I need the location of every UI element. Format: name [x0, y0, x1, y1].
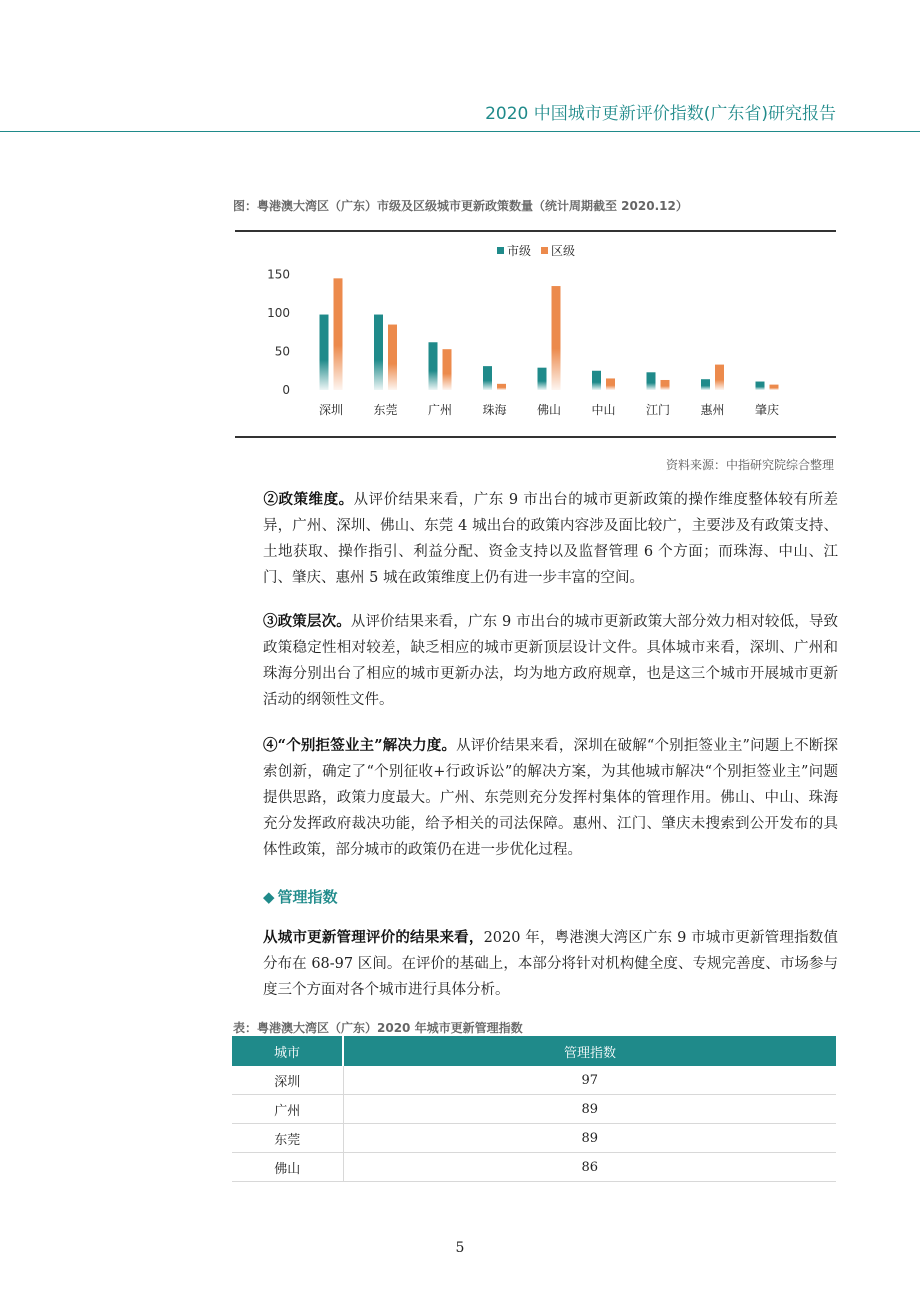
city-cell: 广州: [232, 1095, 343, 1124]
bar-district-level: [606, 378, 615, 390]
bar-district-level: [552, 286, 561, 390]
section-title: 管理指数: [277, 888, 338, 906]
legend-swatch: [497, 247, 504, 254]
bar-city-level: [647, 372, 656, 390]
paragraph-lead: ③政策层次。: [263, 613, 351, 630]
x-tick-label: 江门: [645, 403, 671, 417]
x-tick-label: 深圳: [318, 403, 344, 417]
paragraph-body: 从评价结果来看，广东 9 市出台的城市更新政策的操作维度整体较有所差异，广州、深圳、佛山、东莞 4 城出台的政策内容涉及面比较广，主要涉及有政策支持、土地获取、操作指引、利益分配、资金支持以及监督管理 6 个方面；而珠海、中山、江门、肇庆、惠州 5 城在政策维度上仍有进一步丰富的空间。: [263, 492, 838, 586]
x-tick-label: 广州: [427, 403, 453, 417]
table-row: [232, 1124, 836, 1153]
header-divider: [0, 131, 920, 132]
report-title: 2020 中国城市更新评价指数(广东省)研究报告: [485, 104, 836, 124]
paragraph-lead: 从城市更新管理评价的结果来看，: [263, 929, 484, 946]
table-row: [232, 1153, 836, 1182]
x-tick-label: 肇庆: [754, 403, 780, 417]
bar-district-level: [661, 380, 670, 390]
page-number: 5: [455, 1240, 465, 1256]
index-cell: 89: [343, 1124, 836, 1153]
y-tick-label: 0: [282, 383, 290, 397]
x-tick-label: 佛山: [536, 403, 562, 417]
paragraph-lead: ④“个别拒签业主”解决力度。: [263, 737, 457, 754]
chart-bottom-rule: [235, 436, 836, 438]
bar-city-level: [538, 368, 547, 390]
paragraph-body: 从评价结果来看，深圳在破解“个别拒签业主”问题上不断探索创新，确定了“个别征收+行政诉讼”的解决方案，为其他城市解决“个别拒签业主”问题提供思路，政策力度最大。广州、东莞则充分发挥村集体的管理作用。佛山、中山、珠海充分发挥政府裁决功能，给予相关的司法保障。惠州、江门、肇庆未搜索到公开发布的具体性政策，部分城市的政策仍在进一步优化过程。: [263, 738, 838, 858]
management-index-table: [232, 1036, 836, 1182]
chart-top-rule: [235, 230, 836, 232]
bar-city-level: [374, 315, 383, 390]
city-cell: 佛山: [232, 1153, 343, 1182]
policy-count-chart: [235, 234, 836, 434]
paragraph-policy-dimension: [263, 487, 838, 591]
x-tick-label: 东莞: [373, 403, 398, 417]
section-heading: [263, 886, 338, 907]
bar-district-level: [770, 385, 779, 390]
paragraph-refusal-owner: [263, 733, 838, 863]
column-header-index: 管理指数: [343, 1036, 836, 1066]
index-cell: 86: [343, 1153, 836, 1182]
x-tick-label: 珠海: [482, 403, 507, 417]
table-row: [232, 1095, 836, 1124]
x-tick-label: 中山: [591, 403, 616, 417]
bar-district-level: [334, 278, 343, 390]
index-cell: 89: [343, 1095, 836, 1124]
table-caption: 表：粤港澳大湾区（广东）2020 年城市更新管理指数: [233, 1021, 523, 1035]
bar-city-level: [592, 371, 601, 390]
bar-city-level: [701, 379, 710, 390]
bar-district-level: [497, 384, 506, 390]
bar-city-level: [429, 342, 438, 390]
x-tick-label: 惠州: [700, 403, 725, 417]
index-cell: 97: [343, 1066, 836, 1095]
legend-swatch: [541, 247, 548, 254]
bar-city-level: [483, 366, 492, 390]
bar-district-level: [715, 365, 724, 390]
y-tick-label: 100: [267, 306, 290, 320]
paragraph-body: 从评价结果来看，广东 9 市出台的城市更新政策大部分效力相对较低，导致政策稳定性相对较差，缺乏相应的城市更新顶层设计文件。具体城市来看，深圳、广州和珠海分别出台了相应的城市更新办法，均为地方政府规章，也是这三个城市开展城市更新活动的纲领性文件。: [263, 614, 838, 708]
y-tick-label: 150: [267, 267, 290, 282]
city-cell: 东莞: [232, 1124, 343, 1153]
paragraph-management: [263, 925, 838, 1003]
y-tick-label: 50: [274, 344, 290, 359]
legend-label: 区级: [551, 244, 576, 258]
bar-city-level: [320, 315, 329, 390]
paragraph-lead: ②政策维度。: [263, 491, 354, 508]
paragraph-policy-level: [263, 609, 838, 713]
bar-district-level: [388, 325, 397, 390]
table-row: [232, 1066, 836, 1095]
paragraph-body: 2020 年，粤港澳大湾区广东 9 市城市更新管理指数值分布在 68-97 区间。在评价的基础上，本部分将针对机构健全度、专规完善度、市场参与度三个方面对各个城市进行具体分析。: [263, 930, 839, 998]
figure-caption: 图：粤港澳大湾区（广东）市级及区级城市更新政策数量（统计周期截至 2020.12）: [233, 199, 688, 213]
figure-source: 资料来源：中指研究院综合整理: [665, 458, 834, 472]
legend-label: 市级: [507, 244, 532, 258]
bar-city-level: [756, 382, 765, 390]
diamond-icon: ◆: [263, 888, 275, 906]
bar-district-level: [443, 349, 452, 390]
column-header-city: 城市: [232, 1036, 343, 1066]
city-cell: 深圳: [232, 1066, 343, 1095]
